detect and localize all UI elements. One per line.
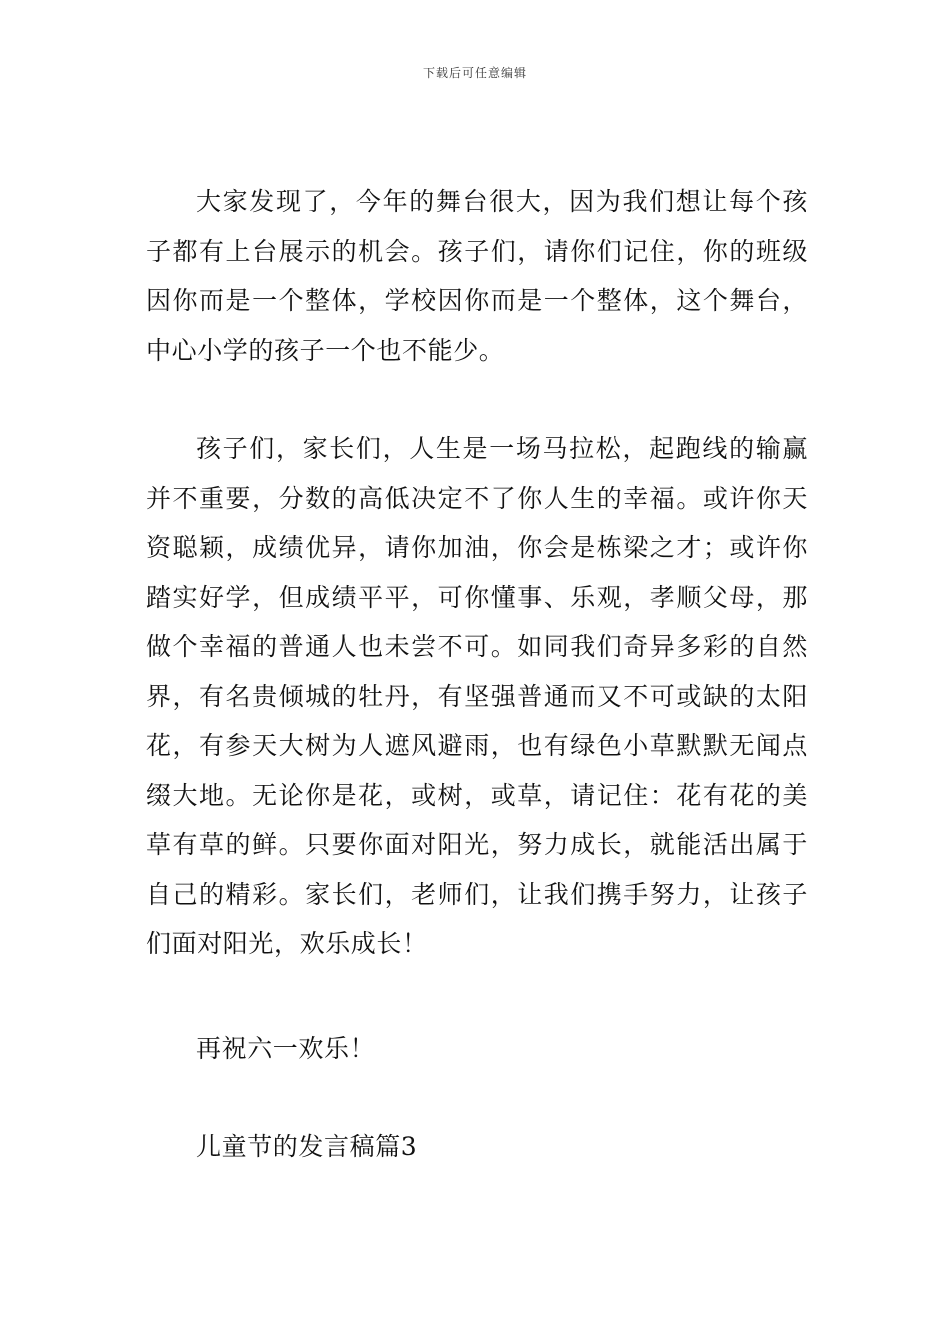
header-note: 下载后可任意编辑 [422, 66, 527, 80]
paragraph-marathon: 孩子们，家长们，人生是一场马拉松，起跑线的输赢并不重要，分数的高低决定不了你人生的幸福。或许你天资聪颖，成绩优异，请你加油，你会是栋梁之才；或许你踏实好学，但成绩平平，可你懂事、乐观，孝顺父母，那做个幸福的普通人也未尝不可。如同我们奇异多彩的自然界，有名贵倾城的牡丹，有坚强普通而又不可或缺的太阳花，有参天大树为人遮风避雨，也有绿色小草默默无闻点缀大地。无论你是花，或树，或草，请记住：花有花的美草有草的鲜。只要你面对阳光，努力成长，就能活出属于自己的精彩。家长们，老师们，让我们携手努力，让孩子们面对阳光，欢乐成长！ [146, 434, 808, 958]
paragraph-stage: 大家发现了，今年的舞台很大，因为我们想让每个孩子都有上台展示的机会。孩子们，请你们记住，你的班级因你而是一个整体，学校因你而是一个整体，这个舞台，中心小学的孩子一个也不能少。 [146, 187, 808, 365]
paragraph-blessing: 再祝六一欢乐！ [196, 1034, 376, 1063]
section-heading: 儿童节的发言稿篇3 [196, 1132, 418, 1161]
